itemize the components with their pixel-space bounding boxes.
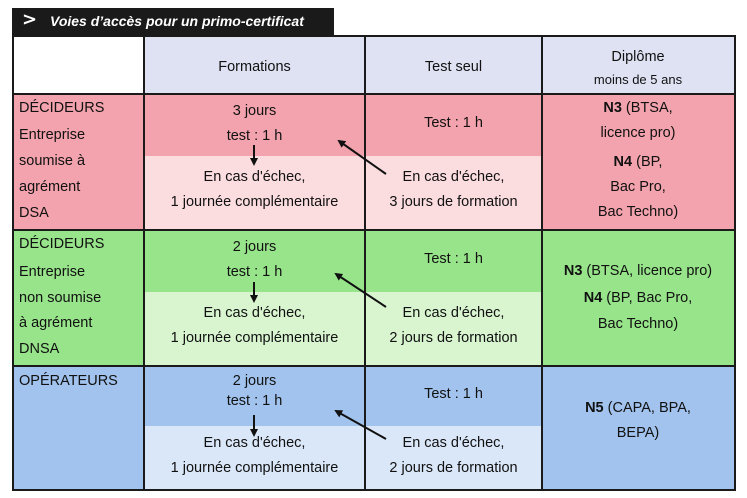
row2-formation-fail-line2: 1 journée complémentaire (170, 330, 339, 346)
row2-category-line3: non soumise (19, 290, 102, 306)
row1-test-fail-line1: En cas d'échec, (402, 169, 505, 185)
row1-formation-duration: 3 jours (232, 103, 277, 119)
row2-category-line4: à agrément (19, 315, 93, 331)
header-diplome-sub: moins de 5 ans (593, 72, 683, 87)
row2-category-line1: DÉCIDEURS (19, 236, 105, 252)
row1-category-line3: soumise à (19, 153, 86, 169)
row2-diploma-line1-text: (BTSA, licence pro) (582, 263, 713, 279)
row1-diploma-level-n3: N3 (603, 100, 622, 116)
title-banner (12, 8, 334, 35)
row1-diploma-line1-text: (BTSA, (621, 100, 673, 116)
row1-diploma-line2: licence pro) (600, 125, 676, 141)
banner-title: Voies d’accès pour un primo-certificat (50, 13, 304, 29)
row1-category-line4: agrément (19, 179, 81, 195)
row2-category-line2: Entreprise (19, 264, 86, 280)
row3-formation-duration: 2 jours (232, 373, 277, 389)
row2-arrows (254, 274, 386, 307)
row2-diploma-level-n3: N3 (563, 263, 583, 279)
row1-category-line2: Entreprise (19, 127, 86, 143)
row1-category-line5: DSA (19, 205, 49, 221)
row3-diploma-line1-text: (CAPA, BPA, (603, 400, 691, 416)
row2-test-label: Test : 1 h (424, 251, 483, 267)
row2-category-line5: DNSA (19, 341, 60, 357)
row2-diploma-line3: Bac Techno) (597, 316, 679, 332)
chevron-right-icon: > (22, 9, 38, 30)
row1-formation-fail-line2: 1 journée complémentaire (170, 194, 339, 210)
row3-test-label: Test : 1 h (424, 386, 483, 402)
row1-test-fail-line2: 3 jours de formation (389, 194, 518, 210)
access-table (12, 35, 736, 491)
row1-diploma-level-n4: N4 (613, 154, 633, 170)
row1-diploma-line4: Bac Pro, (610, 179, 666, 195)
row2-test-fail-line2: 2 jours de formation (389, 330, 518, 346)
header-test-seul: Test seul (424, 59, 483, 75)
row3-diagonal-arrow-icon (336, 411, 386, 439)
row3-formation-fail-line1: En cas d'échec, (203, 435, 306, 451)
header-diplome: Diplôme (611, 49, 665, 65)
row3-test-fail-line2: 2 jours de formation (389, 460, 518, 476)
row1-arrows (254, 141, 386, 174)
row2-formation-fail-line1: En cas d'échec, (203, 305, 306, 321)
row3-category-line1: OPÉRATEURS (19, 373, 118, 389)
row1-formation-test: test : 1 h (226, 128, 283, 144)
header-formations: Formations (218, 59, 291, 75)
row2-formation-test: test : 1 h (226, 264, 283, 280)
row2-diploma-level-n4: N4 (583, 290, 603, 306)
row1-diploma-line3-text: (BP, (632, 154, 663, 170)
row3-test-fail-line1: En cas d'échec, (402, 435, 505, 451)
row3-diploma-level-n5: N5 (585, 400, 604, 416)
row3-formation-fail-line2: 1 journée complémentaire (170, 460, 339, 476)
row3-arrows (254, 411, 386, 439)
row1-formation-fail-line1: En cas d'échec, (203, 169, 306, 185)
row2-test-fail-line1: En cas d'échec, (402, 305, 505, 321)
row3-formation-test: test : 1 h (226, 393, 283, 409)
flow-arrows (14, 37, 734, 489)
row2-formation-duration: 2 jours (232, 239, 277, 255)
row1-diploma-line5: Bac Techno) (597, 204, 679, 220)
row1-test-label: Test : 1 h (424, 115, 483, 131)
row2-diploma-line2-text: (BP, Bac Pro, (602, 290, 693, 306)
row1-diagonal-arrow-icon (339, 141, 386, 174)
row3-diploma-line2: BEPA) (616, 425, 660, 441)
row2-diagonal-arrow-icon (336, 274, 386, 307)
row1-category-line1: DÉCIDEURS (19, 100, 105, 116)
